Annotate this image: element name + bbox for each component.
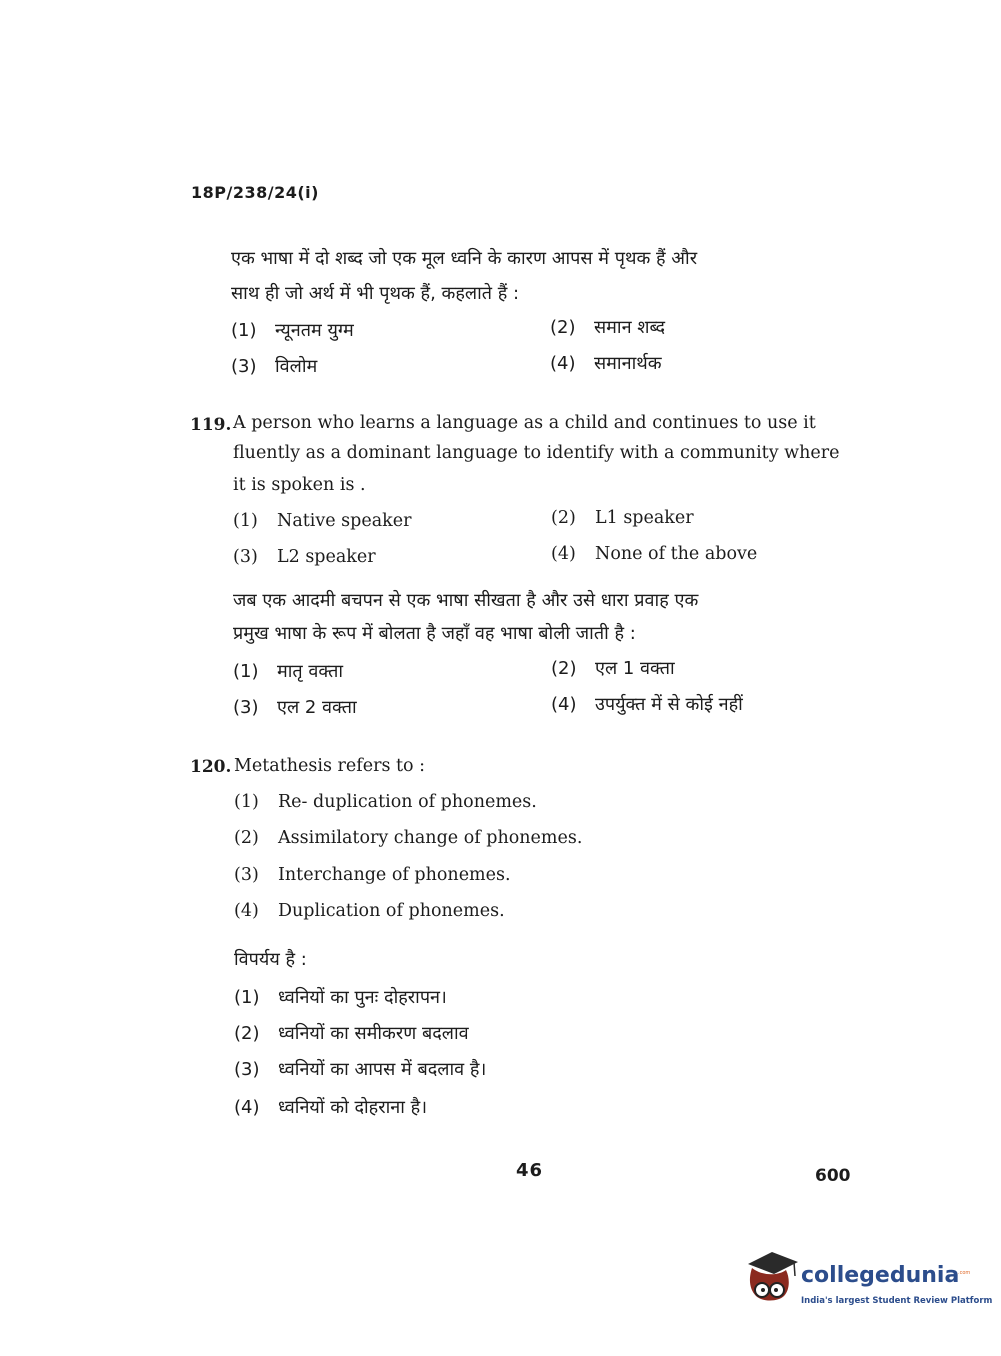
option-text: Duplication of phonemes.	[278, 901, 505, 921]
q119-number: 119.	[190, 415, 232, 435]
q119-hindi-stem-line-2: प्रमुख भाषा के रूप में बोलता है जहाँ वह भाषा बोली जाती है :	[233, 623, 636, 644]
option-number: (3)	[233, 547, 258, 567]
option-number: (1)	[234, 792, 259, 812]
q118-hindi-stem-line-1: एक भाषा में दो शब्द जो एक मूल ध्वनि के कारण आपस में पृथक हैं और	[231, 248, 698, 269]
option-number: (3)	[231, 356, 257, 377]
q120-number: 120.	[190, 757, 232, 777]
option-number: (2)	[234, 828, 259, 848]
option-text: L2 speaker	[277, 547, 376, 567]
page-code: 600	[815, 1166, 851, 1186]
option-number: (2)	[551, 508, 576, 528]
q120-hindi-option-2	[234, 1021, 469, 1045]
option-text: मातृ वक्ता	[277, 661, 343, 682]
brand-tagline: India's largest Student Review Platform	[801, 1296, 993, 1306]
option-number: (4)	[234, 901, 259, 921]
option-number: (4)	[551, 544, 576, 564]
q120-hindi-stem: विपर्यय है :	[234, 949, 307, 970]
option-text: ध्वनियों को दोहराना है।	[278, 1097, 428, 1118]
option-text: L1 speaker	[595, 508, 694, 528]
option-text: एल 1 वक्ता	[595, 658, 675, 679]
brand-name: collegedunia	[801, 1263, 960, 1288]
q120-hindi-option-3	[234, 1057, 486, 1081]
q119-stem-line-3: it is spoken is .	[233, 475, 366, 495]
option-number: (1)	[234, 987, 260, 1008]
paper-code: 18P/238/24(i)	[191, 183, 319, 202]
option-text: उपर्युक्त में से कोई नहीं	[595, 694, 743, 715]
q119-option-4	[551, 544, 757, 564]
q118-hindi-option-3	[231, 354, 317, 378]
q120-hindi-option-1	[234, 985, 447, 1009]
q120-hindi-option-4	[234, 1095, 427, 1119]
q120-option-1	[234, 792, 537, 812]
option-text: न्यूनतम युग्म	[275, 320, 354, 341]
q118-hindi-option-4	[550, 351, 662, 375]
option-number: (3)	[234, 1059, 260, 1080]
option-text: समानार्थक	[594, 353, 662, 374]
option-text: Assimilatory change of phonemes.	[278, 828, 583, 848]
option-number: (4)	[550, 353, 576, 374]
option-number: (3)	[233, 697, 259, 718]
option-text: Interchange of phonemes.	[278, 865, 511, 885]
option-text: ध्वनियों का समीकरण बदलाव	[278, 1023, 469, 1044]
q120-option-4	[234, 901, 505, 921]
q119-option-2	[551, 508, 694, 528]
option-text: Re- duplication of phonemes.	[278, 792, 537, 812]
q120-option-3	[234, 865, 511, 885]
q119-hindi-option-4	[551, 692, 743, 716]
option-number: (3)	[234, 865, 259, 885]
option-text: समान शब्द	[594, 317, 666, 338]
option-number: (4)	[234, 1097, 260, 1118]
q119-hindi-stem-line-1: जब एक आदमी बचपन से एक भाषा सीखता है और उसे धारा प्रवाह एक	[233, 590, 699, 611]
option-text: ध्वनियों का पुनः दोहरापन।	[278, 987, 447, 1008]
option-number: (2)	[550, 317, 576, 338]
option-text: एल 2 वक्ता	[277, 697, 357, 718]
brand-suffix: .com	[958, 1270, 971, 1276]
q118-hindi-option-1	[231, 318, 354, 342]
q120-stem: Metathesis refers to :	[234, 756, 426, 776]
option-text: ध्वनियों का आपस में बदलाव है।	[278, 1059, 487, 1080]
mascot-logo-icon	[742, 1250, 800, 1312]
q119-hindi-option-3	[233, 695, 357, 719]
option-number: (1)	[231, 320, 257, 341]
option-text: None of the above	[595, 544, 758, 564]
option-number: (1)	[233, 661, 259, 682]
q118-hindi-option-2	[550, 315, 665, 339]
q119-option-3	[233, 547, 376, 567]
option-text: Native speaker	[277, 511, 412, 531]
option-text: विलोम	[275, 356, 318, 377]
q119-hindi-option-2	[551, 656, 675, 680]
q119-hindi-option-1	[233, 659, 343, 683]
page-number: 46	[516, 1160, 544, 1181]
option-number: (2)	[234, 1023, 260, 1044]
q119-option-1	[233, 511, 411, 531]
option-number: (2)	[551, 658, 577, 679]
q119-stem-line-2: fluently as a dominant language to identify with a community where	[233, 443, 840, 463]
q120-option-2	[234, 828, 582, 848]
option-number: (1)	[233, 511, 258, 531]
q119-stem-line-1: A person who learns a language as a child and continues to use it	[233, 413, 816, 433]
option-number: (4)	[551, 694, 577, 715]
q118-hindi-stem-line-2: साथ ही जो अर्थ में भी पृथक हैं, कहलाते हैं :	[231, 283, 520, 304]
